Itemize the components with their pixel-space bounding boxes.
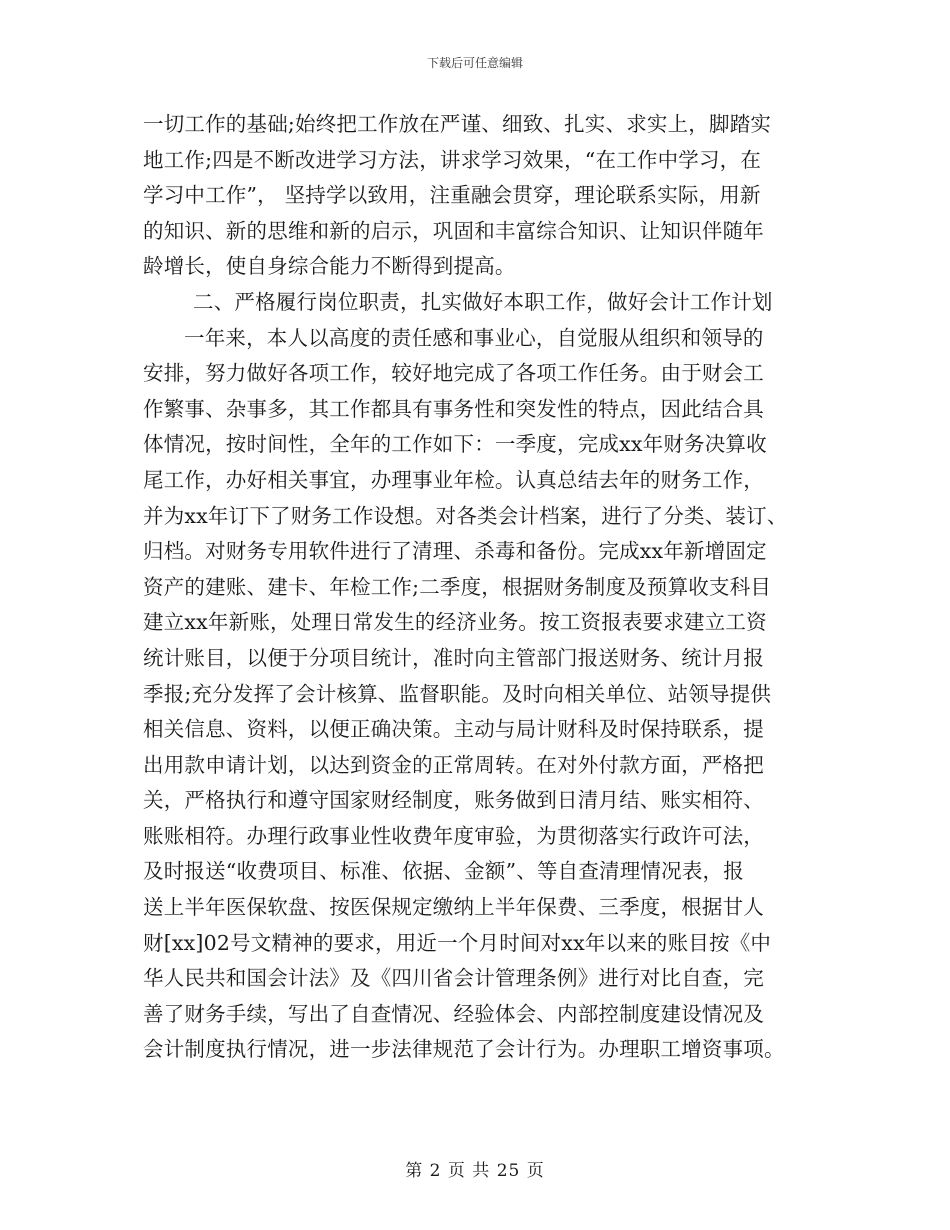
body-line: 相关信息、资料，以便正确决策。主动与局计财科及时保持联系，提: [143, 717, 764, 742]
body-line: 的知识、新的思维和新的启示，巩固和丰富综合知识、让知识伴随年: [143, 218, 764, 243]
body-line: 地工作;四是不断改进学习方法，讲求学习效果，“在工作中学习，在: [143, 147, 762, 172]
body-line: 资产的建账、建卡、年检工作;二季度，根据财务制度及预算收支科目: [143, 574, 772, 599]
paragraph-first-line: 一年来，本人以高度的责任感和事业心，自觉服从组织和领导的: [184, 325, 764, 350]
body-line: 作繁事、杂事多，其工作都具有事务性和突发性的特点，因此结合具: [143, 396, 764, 421]
body-line: 账账相符。办理行政事业性收费年度审验，为贯彻落实行政许可法，: [143, 823, 764, 848]
body-line: 及时报送“收费项目、标准、依据、金额”、等自查清理情况表，报: [143, 859, 744, 884]
body-line: 尾工作，办好相关事宜，办理事业年检。认真总结去年的财务工作，: [143, 467, 764, 492]
body-line: 建立xx年新账，处理日常发生的经济业务。按工资报表要求建立工资: [143, 610, 767, 635]
page-header: 下载后可任意编辑: [426, 56, 523, 70]
section-heading: 二、严格履行岗位职责，扎实做好本职工作，做好会计工作计划: [193, 289, 773, 314]
body-line: 送上半年医保软盘、按医保规定缴纳上半年保费、三季度，根据甘人: [143, 895, 764, 920]
body-line: 统计账目，以便于分项目统计，准时向主管部门报送财务、统计月报: [143, 645, 764, 670]
body-line: 善了财务手续，写出了自查情况、经验体会、内部控制度建设情况及: [143, 1001, 764, 1026]
body-line: 安排，努力做好各项工作，较好地完成了各项工作任务。由于财会工: [143, 361, 764, 386]
body-line: 龄增长，使自身综合能力不断得到提高。: [143, 254, 516, 279]
page-number: 第 2 页 共 25 页: [405, 1161, 545, 1181]
body-line: 关，严格执行和遵守国家财经制度，账务做到日清月结、账实相符、: [143, 788, 764, 813]
body-line: 华人民共和国会计法》及《四川省会计管理条例》进行对比自查，完: [143, 966, 764, 991]
body-line: 会计制度执行情况，进一步法律规范了会计行为。办理职工增资事项。: [143, 1037, 785, 1062]
body-line: 学习中工作”， 坚持学以致用，注重融会贯穿，理论联系实际，用新: [143, 183, 761, 208]
body-line: 一切工作的基础;始终把工作放在严谨、细致、扎实、求实上，脚踏实: [143, 112, 772, 136]
body-line: 体情况，按时间性，全年的工作如下：一季度，完成xx年财务决算收: [143, 432, 767, 457]
body-line: 季报;充分发挥了会计核算、监督职能。及时向相关单位、站领导提供: [143, 681, 772, 706]
body-line: 并为xx年订下了财务工作设想。对各类会计档案，进行了分类、装订、: [143, 503, 788, 528]
body-line: 出用款申请计划，以达到资金的正常周转。在对外付款方面，严格把: [143, 752, 764, 777]
body-line: 财[xx]02号文精神的要求，用近一个月时间对xx年以来的账目按《中: [143, 930, 772, 955]
document-body: [143, 107, 823, 1068]
body-line: 归档。对财务专用软件进行了清理、杀毒和备份。完成xx年新增固定: [143, 539, 767, 564]
